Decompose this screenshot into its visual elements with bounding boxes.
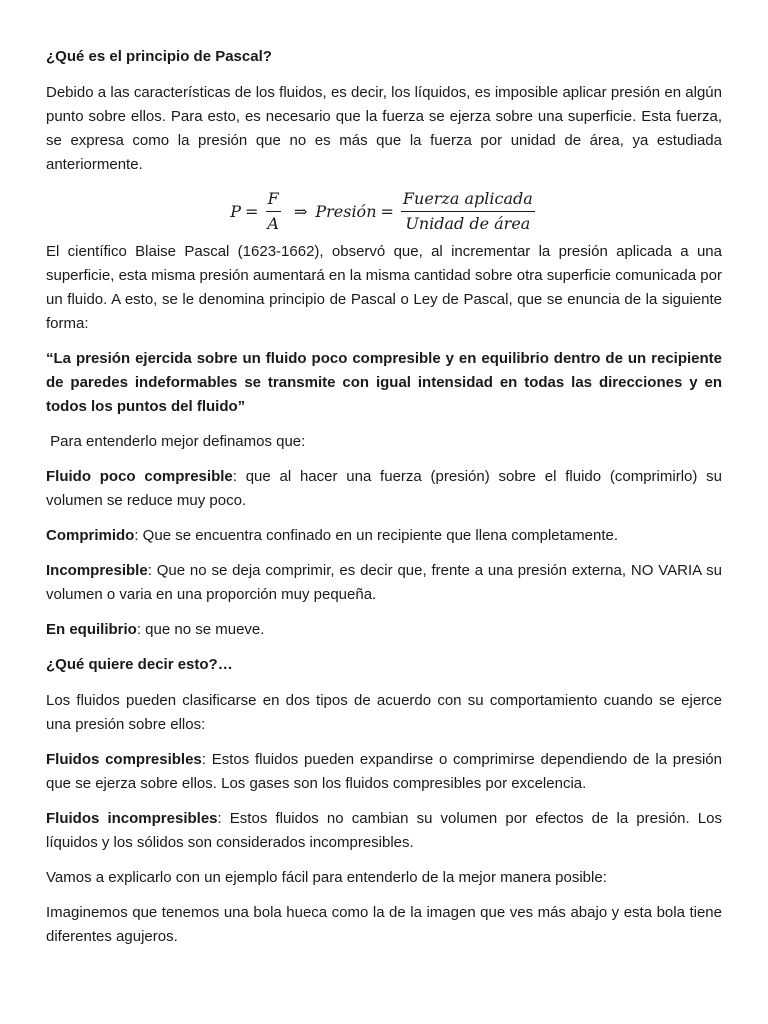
paragraph-hollow-ball: Imaginemos que tenemos una bola hueca como la de la imagen que ves más abajo y esta bola tiene diferentes agujeros.	[46, 904, 722, 945]
pascal-law-quote: “La presión ejercida sobre un fluido poco compresible y en equilibrio dentro de un recipiente de paredes indeformables se transmite con igual intensidad en todas las direcciones y en todos los puntos del fluido”	[46, 350, 722, 415]
fraction-force-over-area	[401, 189, 535, 234]
formula-equals-2: =	[380, 201, 394, 221]
heading-what-does-it-mean: ¿Qué quiere decir esto?…	[46, 656, 233, 673]
definition-text: : Que se encuentra confinado en un recipiente que llena completamente.	[134, 527, 618, 544]
definition-en-equilibrio	[46, 618, 722, 642]
fraction-f-over-a	[265, 189, 281, 234]
paragraph-intro: Debido a las características de los fluidos, es decir, los líquidos, es imposible aplicar presión en algún punto sobre ellos. Para esto, es necesario que la fuerza se ejerza sobre una superficie. Esta fuerza, se expresa como la presión que no es más que la fuerza por unidad de área, ya estudiada anteriormente.	[46, 84, 722, 173]
paragraph-example-intro: Vamos a explicarlo con un ejemplo fácil para entenderlo de la mejor manera posible:	[46, 869, 607, 886]
heading-pascal-principle: ¿Qué es el principio de Pascal?	[46, 48, 272, 65]
definition-term: Incompresible	[46, 562, 148, 579]
paragraph-blaise-pascal: El científico Blaise Pascal (1623-1662), observó que, al incrementar la presión aplicada a una superficie, esta misma presión aumentará en la misma cantidad sobre otra superficie comunicada por un fluido. A esto, se le denomina principio de Pascal o Ley de Pascal, que se enuncia de la siguiente forma:	[46, 243, 722, 332]
definition-comprimido	[46, 524, 722, 548]
formula-equals-1: =	[244, 201, 259, 221]
paragraph-fluid-classification: Los fluidos pueden clasificarse en dos tipos de acuerdo con su comportamiento cuando se ejerce una presión sobre ellos:	[46, 692, 722, 733]
formula-word-presion: Presión	[315, 201, 377, 221]
type-text: : Estos fluidos pueden expandirse o comprimirse dependiendo de la presión que se ejerza sobre ellos. Los gases son los fluidos compresibles por excelencia.	[46, 751, 722, 792]
definition-incompresible	[46, 559, 722, 607]
definition-fluido-poco-compresible	[46, 465, 722, 513]
type-fluidos-incompresibles	[46, 807, 722, 855]
type-term: Fluidos compresibles	[46, 751, 202, 768]
type-text: : Estos fluidos no cambian su volumen por efectos de la presión. Los líquidos y los sólidos son considerados incompresibles.	[46, 810, 722, 851]
definition-term: Comprimido	[46, 527, 135, 544]
type-term: Fluidos incompresibles	[46, 810, 218, 827]
definition-term: En equilibrio	[46, 621, 137, 638]
fraction-denominator-a: A	[267, 213, 279, 233]
fraction-numerator-f: F	[266, 189, 281, 212]
fraction-denominator-area: Unidad de área	[405, 213, 531, 233]
definition-term: Fluido poco compresible	[46, 468, 233, 485]
definition-text: : Que no se deja comprimir, es decir que, frente a una presión externa, NO VARIA su volumen o varia en una proporción muy pequeña.	[46, 562, 722, 603]
definition-text: : que al hacer una fuerza (presión) sobre el fluido (comprimirlo) su volumen se reduce muy poco.	[46, 468, 722, 509]
definition-text: : que no se mueve.	[136, 621, 265, 638]
implies-arrow: ⇒	[293, 201, 308, 221]
pressure-formula	[46, 184, 722, 238]
formula-p: P	[230, 201, 241, 221]
paragraph-definitions-intro: Para entenderlo mejor definamos que:	[46, 433, 306, 450]
fraction-numerator-fuerza: Fuerza aplicada	[401, 189, 535, 212]
type-fluidos-compresibles	[46, 748, 722, 796]
